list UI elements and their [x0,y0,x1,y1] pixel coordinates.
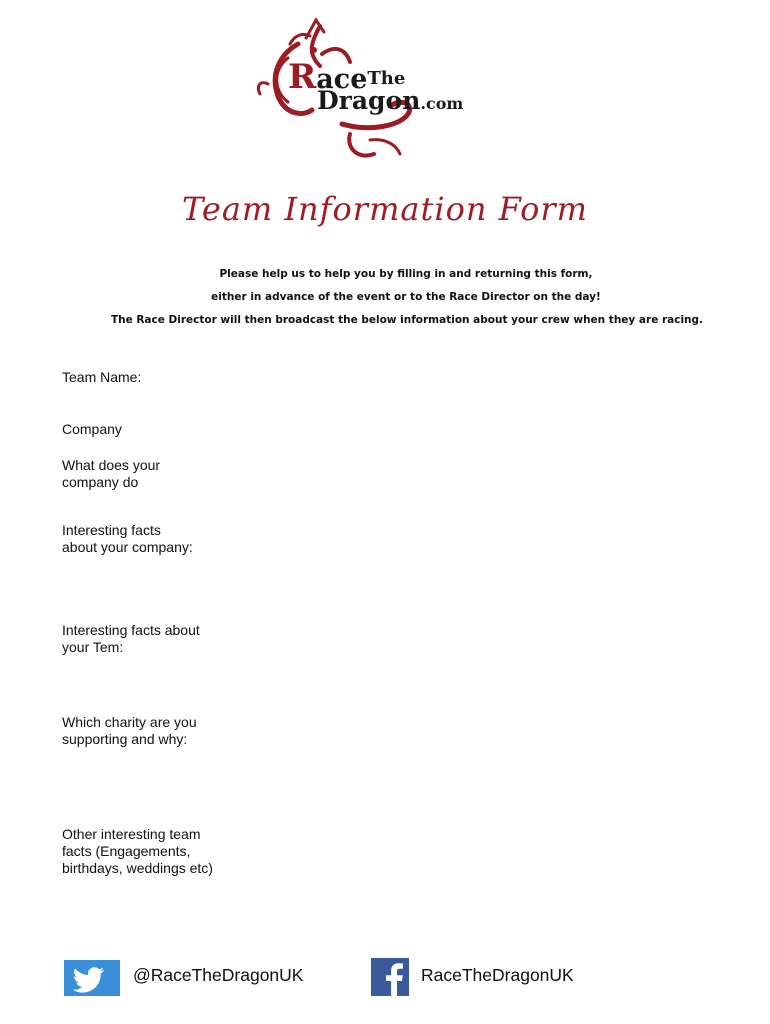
intro-line-2: either in advance of the event or to the Race Director on the day! [211,291,601,303]
page-title: Team Information Form [182,190,588,228]
team-name-label: Team Name: [62,369,142,385]
logo-line-1: RaceThe [288,57,406,97]
twitter-icon [64,960,120,996]
twitter-handle: @RaceTheDragonUK [133,965,304,985]
team-facts-label: Interesting facts about your Tem: [62,622,200,655]
facebook-icon [371,958,409,996]
charity-label: Which charity are you supporting and why: [62,714,197,747]
other-facts-label: Other interesting team facts (Engagements, birthdays, weddings etc) [62,826,213,876]
company-do-label: What does your company do [62,457,161,490]
intro-line-1: Please help us to help you by filling in and returning this form, [219,268,593,280]
facebook-handle: RaceTheDragonUK [421,965,574,985]
intro-line-3: The Race Director will then broadcast the below information about your crew when they are racing. [110,314,704,326]
logo-line-2: Dragon.com [317,86,464,115]
company-label: Company [62,421,122,437]
company-facts-label: Interesting facts about your company: [62,522,193,555]
